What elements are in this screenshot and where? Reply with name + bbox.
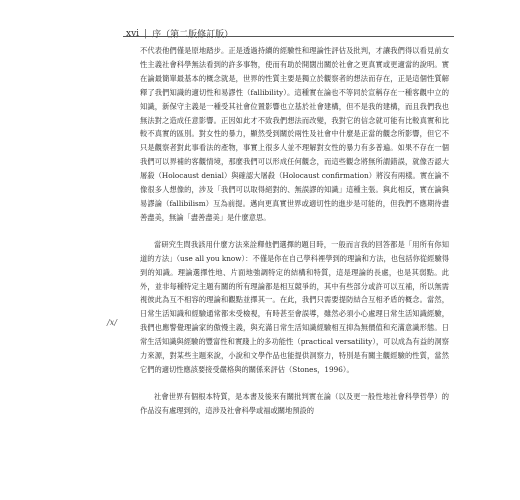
header-rule [123,36,454,37]
paragraph: 社會世界有個根本特質，是本書及後來有關批判實在論（以及更一般性地社會科學哲學）的作品沒有處理到的，這涉及社會科學或福或關地預設的 [140,391,449,415]
body-text [140,44,449,418]
header-separator: | [144,28,148,39]
running-header [126,27,233,40]
page-number: xvi [126,28,140,39]
running-title: 序（第二版修訂版） [152,30,234,40]
paragraph: 當研究生問我該用什麼方法來詮釋他們選擇的題目時，一般而言我的回答都是「用所有你知道的方法」（use all you know）：不僅是你在自己學科裡學到的理論和方法，也包括你從經驗得到的知識。理論選擇性地、片面地強調特定的結構和特質，這是理論的長處，也是其弱點。此外，並非每種特定主題有關的所有理論都是相互競爭的，其中有些部分或許可以互補，所以無需視彼此為互不相容的理論和觀點並擇其一。在此，我們只需要提防結合互相矛盾的概念。當然，日常生活知識和經驗通常都未受檢視，有時甚至會誤導，雖然必須小心處理日常生活知識經驗，我們也應警覺理論家的傲慢主義，與充滿日常生活知識經驗相互抑為無價值和充滿意識形態。日常生活知識與經驗的豐富性和實踐上的多功能性（practical versatility），可以成為有益的洞察力來源，對某些主題來說，小說和文學作品也能提供洞察力，特別是有關主觀經驗的性質，當然它們的適切性應該要接受嚴格與的關係來評估（Stones，1996）。 [140,239,449,374]
margin-page-marker: /x/ [107,318,117,327]
paragraph: 不代表他們僅是原地踏步。正是透過持續的經驗性和理論性評估及批判，才讓我們得以看見前女性主義社會科學無法看到的許多事物，使而有助於開闊出關於社會之更真實或更適當的說明。實在論最簡單最基本的概念就是，世界的性質主要是獨立於觀察者的想法而存在，正是這個性質解釋了我們知識的適切性和易謬性（fallibility）。這種實在論也不等同於宣稱存在一種客觀中立的知識，新保守主義是一種受其社會位置影響也立基於社會建構，但不是我的建構，而且我們我也無法對之造成任意影響。正因如此才不致我們想法而改變，我對它的信念就可能有比較真實和比較不真實的區別。對女性的暴力，顯然受到關於兩性及社會中什麼是正當的觀念所影響，但它不只是觀察者對此事看法的產物，事實上很多人並不理解對女性的暴力有多普遍。如果不存在一個我們可以界補的客觀情境，那麼我們可以形成任何觀念，而這些觀念將無所謂錯誤，就像否認大屠殺（Holocaust denial）與確認大屠殺（Holocaust confirmation）將沒有兩樣。實在論不像很多人想像的，涉及「我們可以取得絕對的、無誤謬的知識」這種主張。與此相反，實在論與易謬論（fallibilism）互為前提。邁向更真實世界或適切性的進步是可能的，但我們不應期待盡善盡美，無論「盡善盡美」是什麼意思。 [140,46,449,222]
